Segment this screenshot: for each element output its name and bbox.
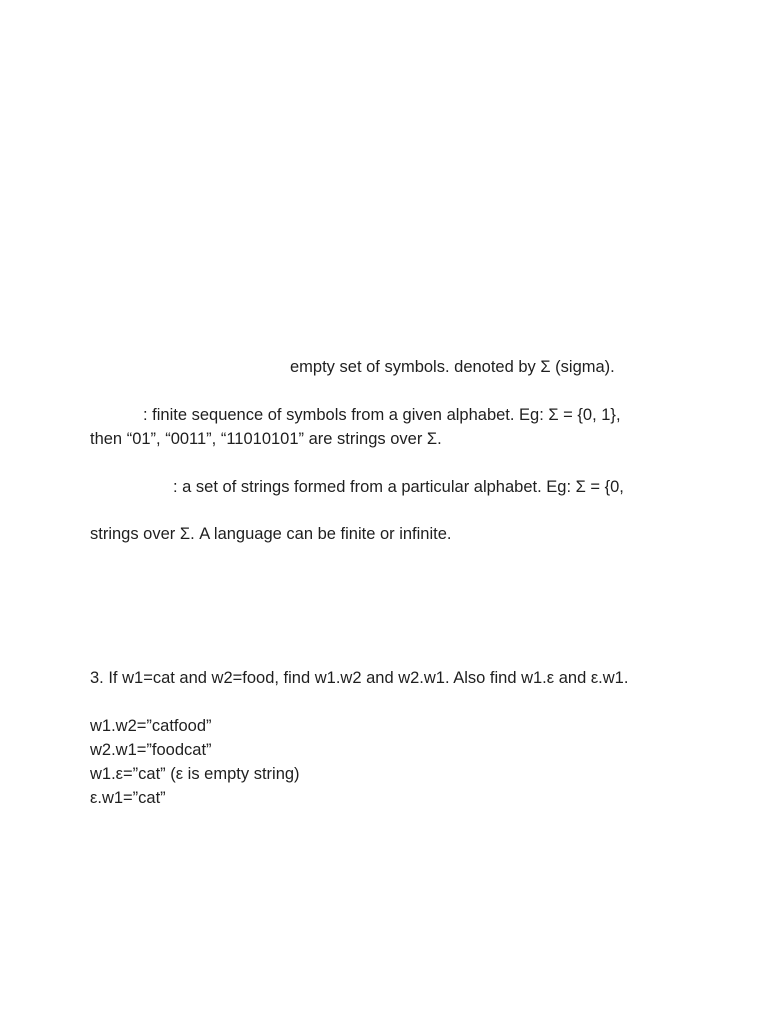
- string-definition-text-2: then “01”, “0011”, “11010101” are strings over Σ.: [90, 430, 442, 448]
- language-definition-text-1: : a set of strings formed from a particular alphabet. Eg: Σ = {0,: [173, 478, 624, 496]
- answer-line: w1.w2=”catfood”: [90, 717, 212, 735]
- string-definition-text-1: : finite sequence of symbols from a given alphabet. Eg: Σ = {0, 1},: [143, 406, 621, 424]
- answer-line: ε.w1=”cat”: [90, 789, 166, 807]
- alphabet-definition-text: empty set of symbols. denoted by Σ (sigma).: [290, 358, 615, 376]
- language-definition-text-2: strings over Σ. A language can be finite or infinite.: [90, 525, 452, 543]
- answer-line: w2.w1=”foodcat”: [90, 741, 212, 759]
- answer-line: w1.ε=”cat” (ε is empty string): [90, 765, 300, 783]
- question-3-prompt: 3. If w1=cat and w2=food, find w1.w2 and w2.w1. Also find w1.ε and ε.w1.: [90, 669, 629, 687]
